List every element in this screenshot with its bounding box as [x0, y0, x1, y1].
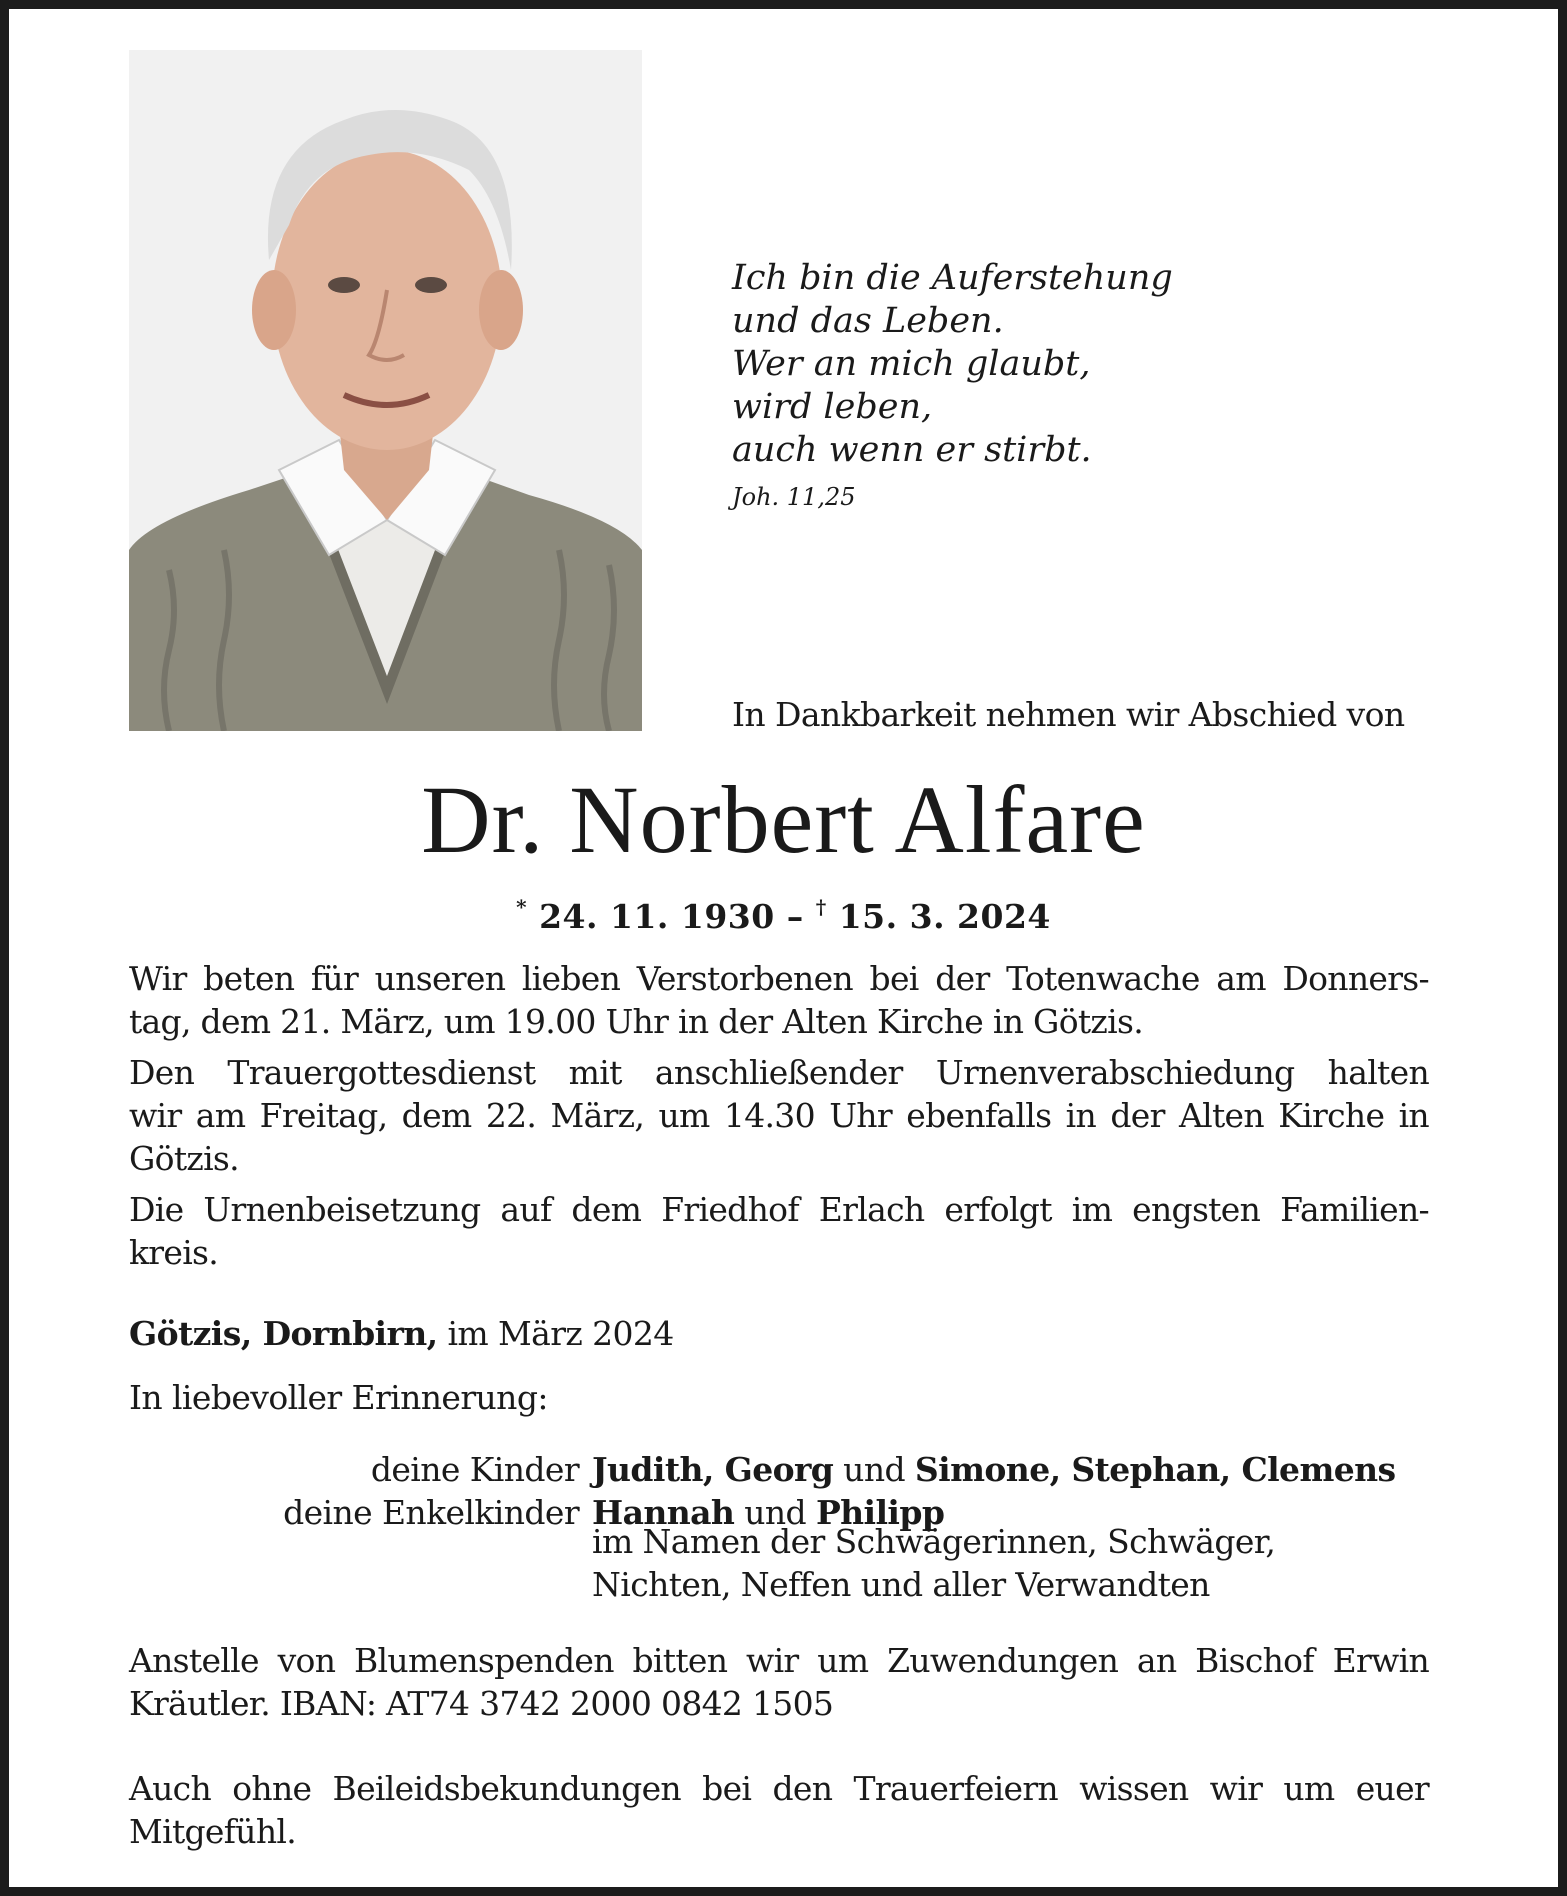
quote-line: und das Leben. [732, 301, 1004, 341]
birth-date: 24. 11. 1930 [539, 897, 775, 936]
children-label: deine Kinder [370, 1450, 579, 1489]
text-line: Auch ohne Beileidsbekundungen bei den Trauerfeiern wissen wir um euer [129, 1769, 1429, 1808]
text-line: tag, dem 21. März, um 19.00 Uhr in der Alten Kirche in Götzis. [129, 1002, 1144, 1041]
text-line: kreis. [129, 1233, 219, 1272]
memory-heading: In liebevoller Erinnerung: [129, 1378, 548, 1417]
death-symbol: † [815, 895, 827, 919]
funeral-paragraph [129, 1051, 1429, 1180]
donation-note [129, 1639, 1429, 1725]
text-line: Kräutler. IBAN: AT74 3742 2000 0842 1505 [129, 1684, 834, 1723]
quote-line: auch wenn er stirbt. [732, 430, 1092, 470]
quote-line: wird leben, [732, 387, 933, 427]
grandchildren-and: und [744, 1493, 807, 1532]
burial-paragraph [129, 1188, 1429, 1274]
text-line: wir am Freitag, dem 22. März, um 14.30 Uhr ebenfalls in der Alten Kirche in [129, 1096, 1429, 1135]
place-and-date [129, 1314, 674, 1353]
bible-quote [732, 257, 1292, 472]
portrait-illustration [129, 50, 642, 731]
text-line: Den Trauergottesdienst mit anschließender Urnenverabschiedung halten [129, 1053, 1429, 1092]
obituary-page [9, 9, 1558, 1887]
text-line: Nichten, Neffen und aller Verwandten [592, 1565, 1210, 1604]
quote-line: Ich bin die Auferstehung [732, 258, 1173, 298]
grandchildren-name-a: Hannah [592, 1493, 735, 1532]
portrait-photo [129, 50, 642, 731]
wake-paragraph [129, 957, 1429, 1043]
children-and: und [843, 1450, 906, 1489]
text-line: Mitgefühl. [129, 1812, 297, 1851]
farewell-intro: In Dankbarkeit nehmen wir Abschied von [732, 695, 1405, 734]
place-names: Götzis, Dornbirn, [129, 1314, 438, 1353]
birth-symbol: * [516, 895, 528, 919]
text-line: Wir beten für unseren lieben Verstorbenen bei der Totenwache am Donners- [129, 959, 1429, 998]
grandchildren-label: deine Enkelkinder [283, 1493, 579, 1532]
quote-line: Wer an mich glaubt, [732, 344, 1091, 384]
relatives-note [592, 1520, 1275, 1606]
text-line: Götzis. [129, 1139, 239, 1178]
closing-note [129, 1767, 1429, 1853]
deceased-name: Dr. Norbert Alfare [421, 766, 1146, 873]
death-date: 15. 3. 2024 [838, 897, 1051, 936]
text-line: Anstelle von Blumenspenden bitten wir um Zuwendungen an Bischof Erwin [129, 1641, 1429, 1680]
text-line: im Namen der Schwägerinnen, Schwäger, [592, 1522, 1276, 1561]
month-year: im März 2024 [447, 1314, 674, 1353]
text-line: Die Urnenbeisetzung auf dem Friedhof Erlach erfolgt im engsten Familien- [129, 1190, 1429, 1229]
quote-reference: Joh. 11,25 [732, 483, 856, 511]
service-details [129, 957, 1429, 1282]
life-dates [9, 887, 1558, 937]
children-names-a: Judith, Georg [592, 1450, 834, 1489]
children-names-b: Simone, Stephan, Clemens [914, 1450, 1396, 1489]
children-names [592, 1450, 1396, 1489]
grandchildren-name-b: Philipp [815, 1493, 945, 1532]
date-separator: – [786, 897, 804, 936]
